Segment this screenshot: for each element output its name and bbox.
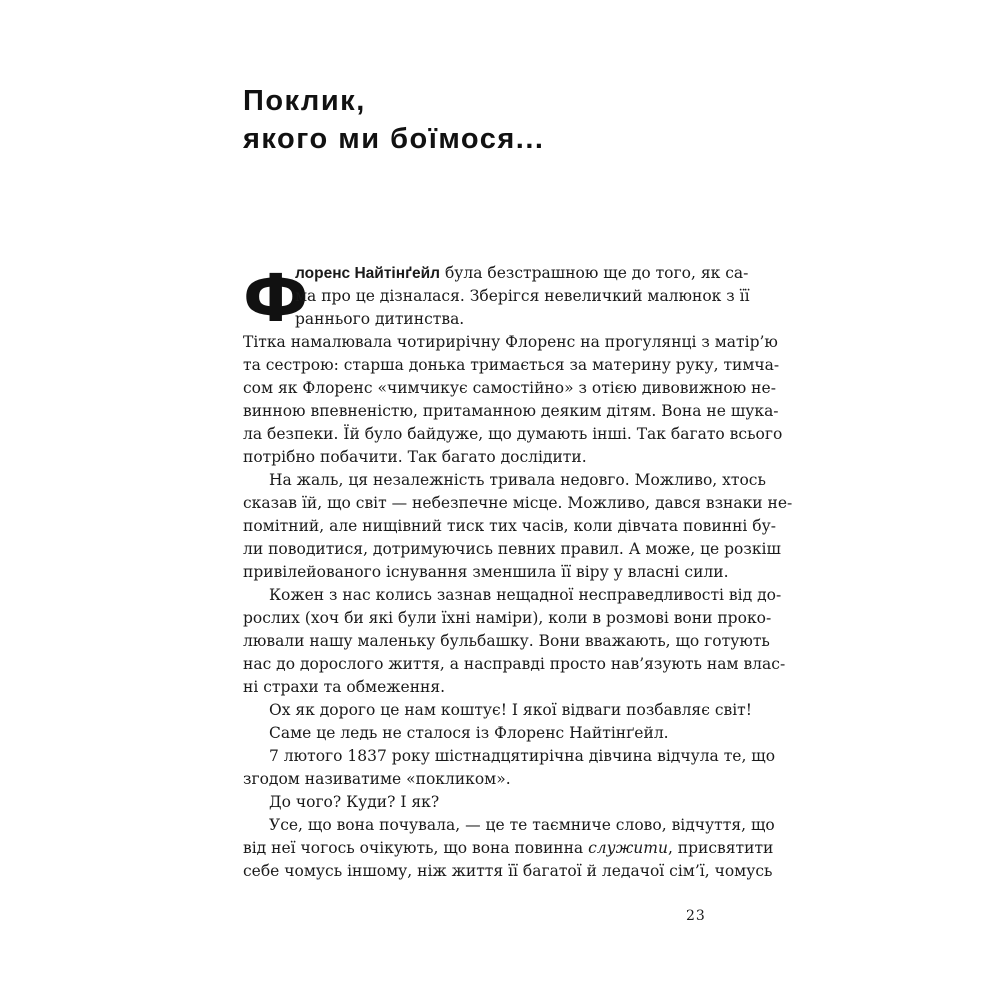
paragraph-line: привілейованого існування зменшила її віру у власні сили. [243,563,729,581]
drop-cap: Ф [243,260,309,337]
paragraph-line: лювали нашу маленьку бульбашку. Вони вважають, що готують [243,632,770,650]
chapter-title-line-1: Поклик, [243,85,366,117]
paragraph-line: та сестрою: старша донька тримається за материну руку, тимча- [243,356,780,374]
paragraph-line: Кожен з нас колись зазнав нещадної несправедливості від до- [269,586,782,604]
paragraph-line: 7 лютого 1837 року шістнадцятирічна дівчина відчула те, що [269,747,776,765]
paragraph-line: раннього дитинства. [295,310,465,328]
paragraph-line: Усе, що вона почувала, — це те таємниче слово, відчуття, що [269,816,775,834]
lead-in-bold: лоренс Найтінґейл [295,265,441,282]
paragraph-line: ла безпеки. Їй було байдуже, що думають інші. Так багато всього [243,425,783,443]
paragraph-line: потрібно побачити. Так багато дослідити. [243,448,587,466]
paragraph-line: від неї чогось очікують, що вона повинна служити, присвятити [243,839,774,857]
paragraph-line: лоренс Найтінґейл була безстрашною ще до того, як са- [295,264,749,282]
paragraph-line: До чого? Куди? І як? [269,793,440,811]
paragraph-line: На жаль, ця незалежність тривала недовго. Можливо, хтось [269,471,766,489]
paragraph-line: ма про це дізналася. Зберігся невеличкий малюнок з її [295,287,750,305]
paragraph-line: сом як Флоренс «чимчикує самостійно» з отією дивовижною не- [243,379,776,397]
chapter-title-line-2: якого ми боїмося... [243,123,545,155]
paragraph-line: нас до дорослого життя, а насправді просто нав’язують нам влас- [243,655,786,673]
paragraph-line: сказав їй, що світ — небезпечне місце. Можливо, дався взнаки не- [243,494,793,512]
paragraph-line: рослих (хоч би які були їхні наміри), коли в розмові вони проко- [243,609,772,627]
paragraph-line: згодом називатиме «покликом». [243,770,511,788]
paragraph-line: ні страхи та обмеження. [243,678,446,696]
paragraph-line: Тітка намалювала чотирирічну Флоренс на прогулянці з матір’ю [243,333,778,351]
chapter-title [243,82,544,158]
page-number: 23 [686,908,706,924]
paragraph-line: ли поводитися, дотримуючись певних правил. А може, це розкіш [243,540,781,558]
paragraph-line: Ох як дорого це нам коштує! І якої відваги позбавляє світ! [269,701,752,719]
emphasis-word: служити [588,839,668,857]
paragraph-line: винною впевненістю, притаманною деяким дітям. Вона не шука- [243,402,779,420]
paragraph-line: Саме це ледь не сталося із Флоренс Найтінґейл. [269,724,669,742]
paragraph-line: себе чомусь іншому, ніж життя її багатої й ледачої сім’ї, чомусь [243,862,773,880]
paragraph-line: помітний, але нищівний тиск тих часів, коли дівчата повинні бу- [243,517,776,535]
